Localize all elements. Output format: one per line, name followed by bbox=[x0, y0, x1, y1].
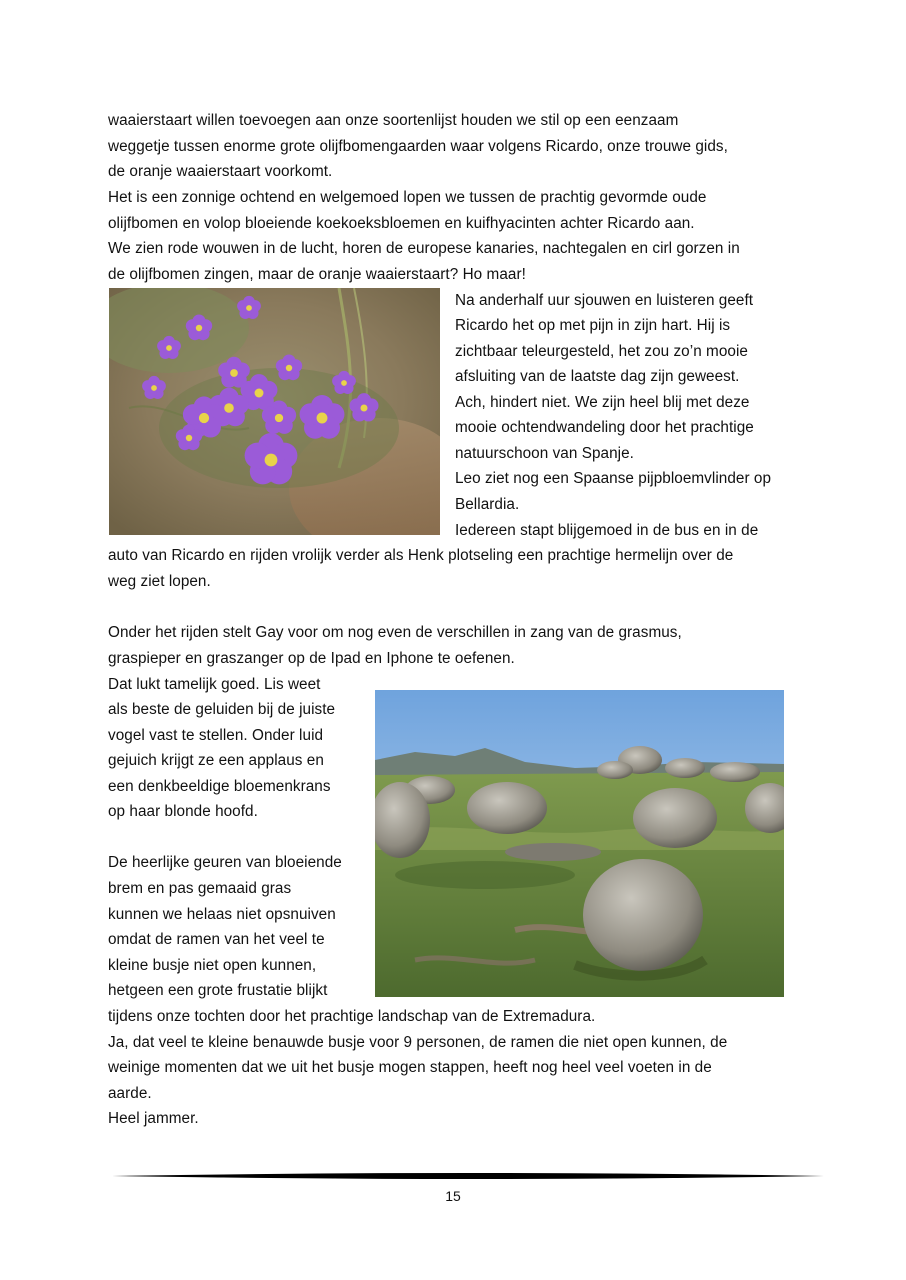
text-line: op haar blonde hoofd. bbox=[108, 803, 258, 820]
text-line: Bellardia. bbox=[455, 496, 520, 513]
text-line: Iedereen stapt blijgemoed in de bus en in de bbox=[455, 522, 759, 539]
text-line: Onder het rijden stelt Gay voor om nog even de verschillen in zang van de grasmus, bbox=[108, 624, 682, 641]
text-line: Het is een zonnige ochtend en welgemoed lopen we tussen de prachtig gevormde oude bbox=[108, 189, 707, 206]
text-line: weinige momenten dat we uit het busje mogen stappen, heeft nog heel veel voeten in de bbox=[108, 1059, 712, 1076]
text-line: graspieper en graszanger op de Ipad en Iphone te oefenen. bbox=[108, 650, 515, 667]
text-line: afsluiting van de laatste dag zijn geweest. bbox=[455, 368, 740, 385]
text-line: Dat lukt tamelijk goed. Lis weet bbox=[108, 676, 321, 693]
text-line: zichtbaar teleurgesteld, het zou zo’n mooie bbox=[455, 343, 748, 360]
text-line: weggetje tussen enorme grote olijfbomengaarden waar volgens Ricardo, onze trouwe gids, bbox=[108, 138, 728, 155]
text-line: kunnen we helaas niet opsnuiven bbox=[108, 906, 336, 923]
text-line: mooie ochtendwandeling door het prachtige bbox=[455, 419, 754, 436]
text-line: de oranje waaierstaart voorkomt. bbox=[108, 163, 333, 180]
text-line: olijfbomen en volop bloeiende koekoeksbloemen en kuifhyacinten achter Ricardo aan. bbox=[108, 215, 695, 232]
text-line: We zien rode wouwen in de lucht, horen de europese kanaries, nachtegalen en cirl gorzen in bbox=[108, 240, 740, 257]
text-line: hetgeen een grote frustatie blijkt bbox=[108, 982, 328, 999]
text-line: omdat de ramen van het veel te bbox=[108, 931, 325, 948]
text-line: Leo ziet nog een Spaanse pijpbloemvlinder op bbox=[455, 470, 772, 487]
text-line: de olijfbomen zingen, maar de oranje waaierstaart? Ho maar! bbox=[108, 266, 526, 283]
text-line: vogel vast te stellen. Onder luid bbox=[108, 727, 324, 744]
text-line: waaierstaart willen toevoegen aan onze soortenlijst houden we stil op een eenzaam bbox=[108, 112, 679, 129]
text-line: auto van Ricardo en rijden vrolijk verder als Henk plotseling een prachtige hermelijn over de bbox=[108, 547, 734, 564]
page-number: 15 bbox=[445, 1188, 461, 1204]
text-line: Na anderhalf uur sjouwen en luisteren geeft bbox=[455, 292, 754, 309]
text-line: Ja, dat veel te kleine benauwde busje voor 9 personen, de ramen die niet open kunnen, de bbox=[108, 1034, 728, 1051]
text-line: natuurschoon van Spanje. bbox=[455, 445, 634, 462]
text-line: De heerlijke geuren van bloeiende bbox=[108, 854, 342, 871]
landscape-photo bbox=[375, 690, 784, 997]
footer-divider bbox=[112, 1170, 824, 1182]
text-line: een denkbeeldige bloemenkrans bbox=[108, 778, 331, 795]
text-line: Heel jammer. bbox=[108, 1110, 199, 1127]
text-line: brem en pas gemaaid gras bbox=[108, 880, 292, 897]
flower-photo bbox=[109, 288, 440, 535]
text-line: aarde. bbox=[108, 1085, 152, 1102]
text-line: kleine busje niet open kunnen, bbox=[108, 957, 317, 974]
text-line: weg ziet lopen. bbox=[108, 573, 211, 590]
text-line: Ricardo het op met pijn in zijn hart. Hij is bbox=[455, 317, 731, 334]
text-line: tijdens onze tochten door het prachtige landschap van de Extremadura. bbox=[108, 1008, 596, 1025]
text-line: gejuich krijgt ze een applaus en bbox=[108, 752, 324, 769]
text-line: als beste de geluiden bij de juiste bbox=[108, 701, 336, 718]
text-line: Ach, hindert niet. We zijn heel blij met deze bbox=[455, 394, 750, 411]
